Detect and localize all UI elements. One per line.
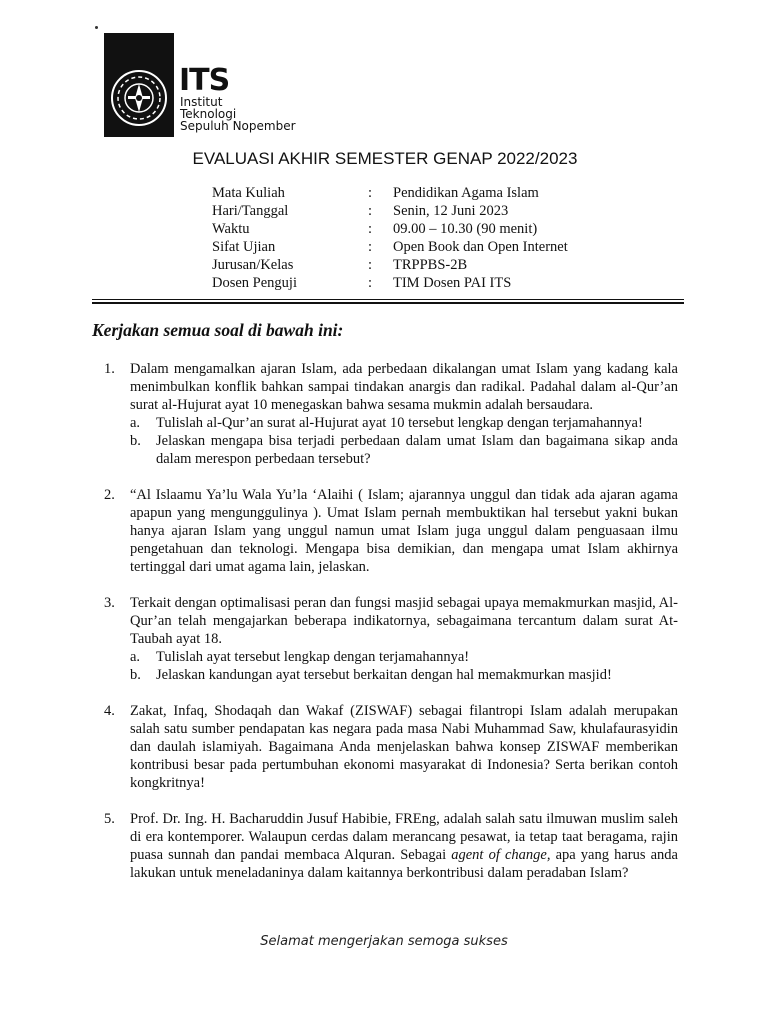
info-label: Jurusan/Kelas	[212, 257, 294, 273]
info-value: TIM Dosen PAI ITS	[393, 275, 512, 291]
info-label: Hari/Tanggal	[212, 203, 289, 219]
header-divider-thin	[92, 299, 684, 300]
sub-question-text: Jelaskan kandungan ayat tersebut berkaitan dengan hal memakmurkan masjid!	[156, 667, 612, 683]
info-label: Mata Kuliah	[212, 185, 285, 201]
sub-question-letter: b.	[130, 433, 141, 449]
instruction-heading: Kerjakan semua soal di bawah ini:	[92, 320, 344, 340]
sub-question-letter: a.	[130, 649, 141, 665]
info-value: Pendidikan Agama Islam	[393, 185, 539, 201]
question-item	[104, 594, 678, 684]
institution-line-3: Sepuluh Nopember	[180, 119, 296, 133]
sub-question-text: Tulislah al-Qur’an surat al-Hujurat ayat 10 tersebut lengkap dengan terjamahannya!	[156, 415, 643, 431]
info-colon: :	[368, 221, 373, 237]
info-colon: :	[368, 275, 373, 291]
sub-question	[130, 648, 678, 666]
info-colon: :	[368, 257, 373, 273]
question-item	[104, 702, 678, 792]
question-text: Zakat, Infaq, Shodaqah dan Wakaf (ZISWAF) sebagai filantropi Islam adalah merupakan salah satu sumber pendapatan kas negara pada masa Nabi Muhammad Saw, khulafaurasyidin dan daulah islamiyah. Bagaimana Anda menjelaskan bahwa konsep ZISWAF memberikan kontribusi besar pada pertumbuhan ekonomi masyarakat di Indonesia? Serta berikan contoh kongkritnya!	[130, 703, 678, 791]
info-colon: :	[368, 185, 373, 201]
sub-question	[130, 432, 678, 468]
info-value: 09.00 – 10.30 (90 menit)	[393, 221, 538, 237]
question-text-part: apa yang harus anda lakukan untuk meneladaninya dalam kaitannya berkontribusi dalam peradaban Islam?	[130, 847, 678, 881]
question-number: 1.	[104, 361, 115, 377]
question-list	[104, 360, 678, 900]
question-text: Terkait dengan optimalisasi peran dan fungsi masjid sebagai upaya memakmurkan masjid, Al-Qur’an telah mengajarkan beberapa indikatornya, sebagaimana tercantum dalam surat At-Taubah ayat 18.	[130, 595, 678, 647]
info-colon: :	[368, 203, 373, 219]
question-number: 4.	[104, 703, 115, 719]
sub-question	[130, 666, 678, 684]
info-value: Senin, 12 Juni 2023	[393, 203, 509, 219]
question-text-italic: agent of change,	[451, 847, 551, 863]
exam-info-table	[212, 184, 568, 292]
question-number: 5.	[104, 811, 115, 827]
info-label: Dosen Penguji	[212, 275, 297, 291]
its-emblem-icon	[108, 67, 170, 129]
exam-title	[0, 149, 768, 169]
question-item	[104, 360, 678, 468]
sub-question-text: Tulislah ayat tersebut lengkap dengan terjamahannya!	[156, 649, 470, 665]
info-row	[212, 220, 568, 238]
exam-title-text: EVALUASI AKHIR SEMESTER GENAP 2022/2023	[192, 149, 578, 168]
info-row	[212, 184, 568, 202]
info-colon: :	[368, 239, 373, 255]
institution-line-2: Teknologi	[180, 107, 237, 121]
scan-speck	[95, 26, 98, 29]
sub-question	[130, 414, 678, 432]
info-value: TRPPBS-2B	[393, 257, 468, 273]
question-text: Dalam mengamalkan ajaran Islam, ada perbedaan dikalangan umat Islam yang kadang kala menimbulkan konflik bahkan sampai tindakan anargis dan radikal. Padahal dalam al-Qur’an surat al-Hujurat ayat 10 menegaskan bahwa sesama mukmin adalah bersaudara.	[130, 361, 678, 413]
info-label: Sifat Ujian	[212, 239, 276, 255]
question-number: 2.	[104, 487, 115, 503]
closing-message: Selamat mengerjakan semoga sukses	[260, 934, 508, 949]
question-text: “Al Islaamu Ya’lu Wala Yu’la ‘Alaihi ( Islam; ajarannya unggul dan tidak ada ajaran agama apapun yang mengunggulinya ). Umat Islam pernah membuktikan hal tersebut yakni bukan hanya ajaran Islam yang unggul namun umat Islam juga unggul dalam penguasaan ilmu pengetahuan dan teknologi. Mengapa bisa demikian, dan mengapa umat Islam akhirnya tertinggal dari umat agama lain, jelaskan.	[130, 487, 678, 575]
question-text-part: Prof. Dr. Ing. H. Bacharuddin Jusuf Habibie, FREng, adalah salah satu ilmuwan muslim saleh di era kontemporer. Walaupun cerdas dalam merancang pesawat, ia tetap taat beragama, rajin puasa sunnah dan pandai membaca Alquran. Sebagai	[130, 811, 678, 863]
sub-question-text: Jelaskan mengapa bisa terjadi perbedaan dalam umat Islam dan bagaimana sikap anda dalam merespon perbedaan tersebut?	[156, 433, 678, 467]
info-label: Waktu	[212, 221, 250, 237]
header-divider-thick	[92, 302, 684, 304]
question-text	[130, 810, 678, 882]
info-row	[212, 238, 568, 256]
question-item	[104, 486, 678, 576]
info-row	[212, 274, 568, 292]
question-item	[104, 810, 678, 882]
question-number: 3.	[104, 595, 115, 611]
info-row	[212, 202, 568, 220]
info-row	[212, 256, 568, 274]
logo-wordmark: ITS	[179, 63, 230, 98]
its-logo-block	[104, 33, 174, 137]
info-value: Open Book dan Open Internet	[393, 239, 568, 255]
institution-line-1: Institut	[180, 95, 223, 109]
sub-question-letter: b.	[130, 667, 141, 683]
sub-question-letter: a.	[130, 415, 141, 431]
